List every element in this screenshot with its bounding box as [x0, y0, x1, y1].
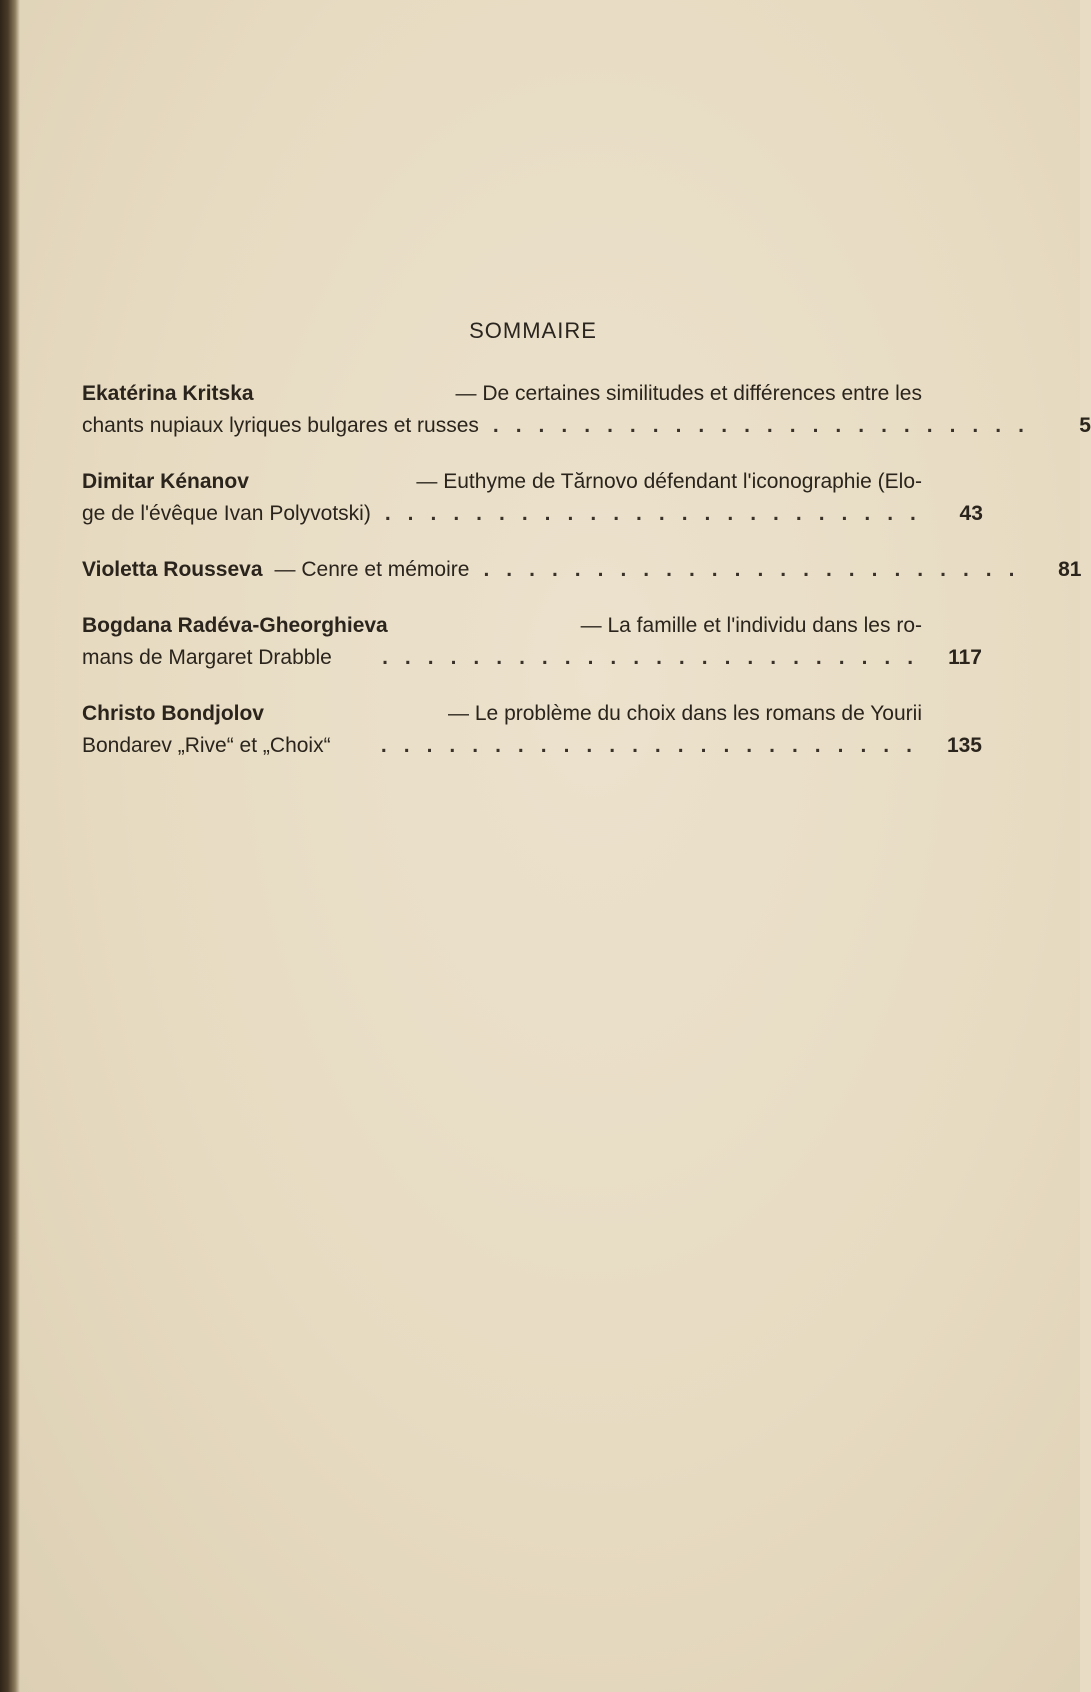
toc-entry-line1: [82, 466, 922, 498]
dot-leader: ........................: [382, 646, 931, 669]
table-of-contents: [82, 378, 1091, 786]
toc-entry-title-part1: — Cenre et mémoire: [274, 558, 470, 581]
toc-entry-author: Violetta Rousseva: [82, 558, 263, 581]
toc-entry-title-part2: ge de l'évêque Ivan Polyvotski): [82, 502, 371, 525]
toc-entry-page-number: 5: [1079, 414, 1091, 437]
page-title: SOMMAIRE: [469, 318, 597, 343]
toc-entry-line2: [82, 410, 1091, 442]
toc-entry-title-part1: — De certaines similitudes et différences entre les: [455, 382, 922, 405]
toc-entry-page-number: 43: [959, 502, 983, 525]
toc-entry-page-number: 135: [946, 734, 982, 757]
toc-entry-author: Ekatérina Kritska: [82, 382, 254, 405]
toc-entry-line2: [82, 642, 982, 674]
book-spine-edge: [0, 0, 20, 1692]
toc-entry-author: Bogdana Radéva-Gheorghieva: [82, 614, 388, 637]
toc-entry-line2: [82, 730, 982, 762]
toc-entry-title-part1: — La famille et l'individu dans les ro-: [580, 614, 922, 637]
toc-entry-title-part1: — Euthyme de Tărnovo défendant l'iconographie (Elo-: [416, 470, 922, 493]
dot-leader: ........................: [483, 558, 1032, 581]
toc-entry[interactable]: [82, 698, 982, 762]
toc-entry[interactable]: [82, 466, 982, 530]
toc-entry-line1: [82, 698, 922, 730]
toc-entry-line1: [82, 378, 922, 410]
dot-leader: ........................: [384, 502, 933, 525]
toc-entry-page-number: 81: [1058, 558, 1082, 581]
toc-entry-title-part1: — Le problème du choix dans les romans de Yourii: [448, 702, 922, 725]
toc-entry[interactable]: [82, 554, 1082, 586]
toc-entry-title-part2: mans de Margaret Drabble: [82, 646, 332, 669]
toc-entry-author: Dimitar Kénanov: [82, 470, 249, 493]
toc-entry-line2: [82, 498, 982, 530]
toc-entry-line1: [82, 610, 922, 642]
toc-entry[interactable]: [82, 610, 982, 674]
toc-entry[interactable]: [82, 378, 1091, 442]
toc-entry-title-part2: Bondarev „Rive“ et „Choix“: [82, 734, 331, 757]
toc-entry-author: Christo Bondjolov: [82, 702, 264, 725]
toc-entry-page-number: 117: [948, 646, 982, 669]
dot-leader: ........................: [492, 414, 1041, 437]
toc-entry-title-part2: chants nupiaux lyriques bulgares et russes: [82, 414, 479, 437]
dot-leader: ........................: [380, 734, 929, 757]
toc-entry-line1: [82, 554, 1082, 586]
